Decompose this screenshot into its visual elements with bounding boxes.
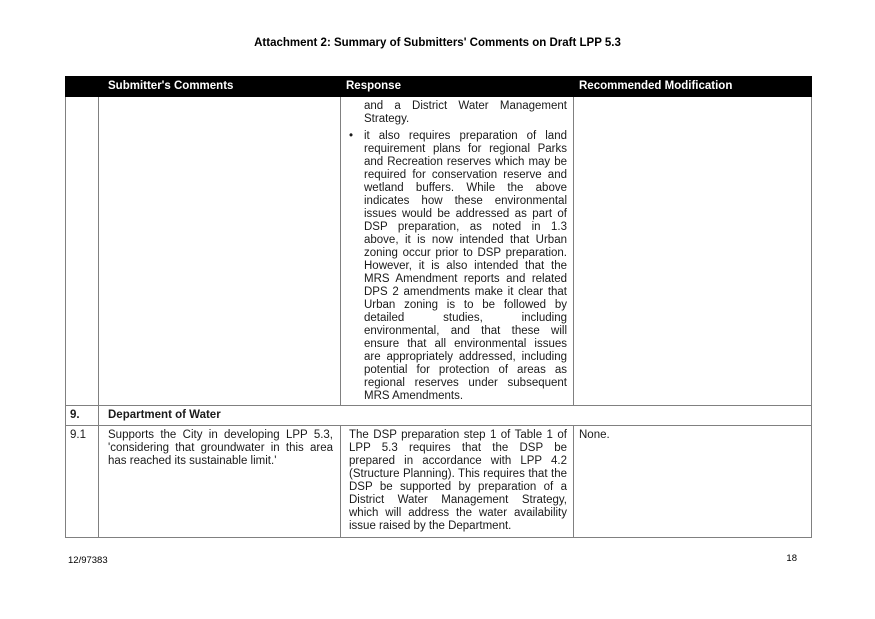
table-row-9-1 — [66, 426, 812, 538]
response-bullet-item — [349, 130, 567, 403]
section-number: 9. — [66, 406, 99, 426]
cell-response: The DSP preparation step 1 of Table 1 of LPP 5.3 requires that the DSP be prepared in accordance with LPP 4.2 (Structure Planning). This requires that the DSP be supported by preparation of a District Water Management Strategy, which will address the water availability issue raised by the Department. — [341, 426, 574, 538]
cell-recommended-modification — [574, 97, 812, 406]
header-row — [66, 77, 812, 97]
bullet-icon: • — [349, 130, 354, 142]
table-row-section-9 — [66, 406, 812, 426]
cell-number: 9.1 — [66, 426, 99, 538]
page-number: 18 — [786, 553, 797, 564]
header-number — [66, 77, 99, 97]
comments-summary-table — [65, 76, 812, 538]
cell-recommended-modification: None. — [574, 426, 812, 538]
response-paragraph: and a District Water Management Strategy. — [364, 100, 567, 125]
page-title: Attachment 2: Summary of Submitters' Comments on Draft LPP 5.3 — [254, 37, 621, 49]
table-header — [66, 77, 812, 97]
cell-number — [66, 97, 99, 406]
cell-response — [341, 97, 574, 406]
header-response: Response — [341, 77, 574, 97]
header-recommended-modification: Recommended Modification — [574, 77, 812, 97]
table-row-continuation — [66, 97, 812, 406]
header-submitters-comments: Submitter's Comments — [99, 77, 341, 97]
document-reference-number: 12/97383 — [68, 555, 108, 566]
cell-submitters-comments — [99, 97, 341, 406]
section-title: Department of Water — [99, 406, 812, 426]
response-bullet-text: it also requires preparation of land requirement plans for regional Parks and Recreation reserves which may be required for conservation reserve and wetland buffers. While the above indicates how these environmental issues would be addressed as part of DSP preparation, as noted in 1.3 above, it is now intended that Urban zoning occur prior to DSP preparation. However, it is also intended that the MRS Amendment reports and related DPS 2 amendments make it clear that Urban zoning is to be followed by detailed studies, including environmental, and that these will ensure that all environmental issues are appropriately addressed, including potential for protection of areas as regional reserves under subsequent MRS Amendments. — [364, 130, 567, 402]
cell-submitters-comments: Supports the City in developing LPP 5.3, 'considering that groundwater in this area has reached its sustainable limit.' — [99, 426, 341, 538]
